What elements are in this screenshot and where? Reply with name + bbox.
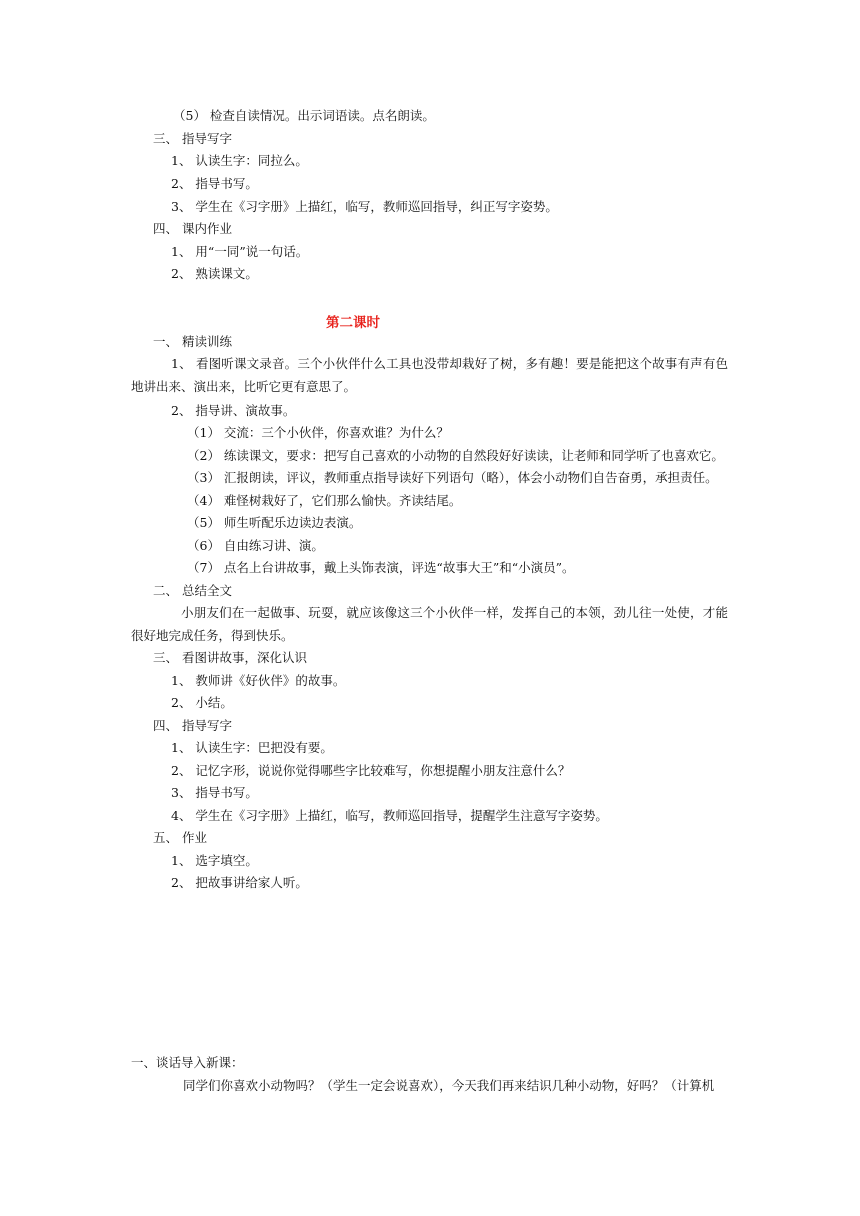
section-heading: 四、 课内作业 [153, 221, 232, 236]
list-item: 1、 选字填空。 [171, 853, 258, 868]
list-item: 2、 指导书写。 [171, 176, 258, 191]
list-item: 2、 指导讲、演故事。 [171, 403, 296, 418]
list-item: 3、 指导书写。 [171, 785, 258, 800]
sub-list-item: （5） 师生听配乐边读边表演。 [187, 515, 362, 530]
section-heading: 五、 作业 [153, 830, 207, 845]
paragraph: 小朋友们在一起做事、玩耍，就应该像这三个小伙伴一样，发挥自己的本领，劲儿往一处使，才能很好地完成任务，得到快乐。 [131, 605, 728, 643]
list-item: 4、 学生在《习字册》上描红，临写，教师巡回指导，提醒学生注意写字姿势。 [171, 808, 608, 823]
section-heading: 三、 指导写字 [153, 131, 232, 146]
section-heading: 一、谈话导入新课： [131, 1055, 244, 1070]
list-item: 1、 用“一同”说一句话。 [171, 244, 309, 259]
list-item: 2、 记忆字形，说说你觉得哪些字比较难写，你想提醒小朋友注意什么？ [171, 763, 571, 778]
list-item: 2、 把故事讲给家人听。 [171, 875, 308, 890]
sub-list-item: （4） 难怪树栽好了，它们那么愉快。齐读结尾。 [187, 493, 462, 508]
sub-list-item: （3） 汇报朗读，评议，教师重点指导读好下列语句（略），体会小动物们自告奋勇，承担责任。 [187, 470, 718, 485]
list-item: 2、 小结。 [171, 695, 233, 710]
sub-list-item: （7） 点名上台讲故事，戴上头饰表演，评选“故事大王”和“小演员”。 [187, 560, 575, 575]
section-heading: 二、 总结全文 [153, 583, 232, 598]
section-heading: 三、 看图讲故事，深化认识 [153, 650, 307, 665]
list-item: 3、 学生在《习字册》上描红，临写，教师巡回指导，纠正写字姿势。 [171, 199, 558, 214]
list-item: 1、 认读生字：巴把没有要。 [171, 740, 333, 755]
section-heading: 一、 精读训练 [153, 334, 232, 349]
sub-list-item: （1） 交流：三个小伙伴，你喜欢谁？为什么？ [187, 425, 449, 440]
list-item: 2、 熟读课文。 [171, 266, 258, 281]
lesson-title: 第二课时 [326, 315, 380, 331]
list-item: 1、 教师讲《好伙伴》的故事。 [171, 673, 346, 688]
section-heading: 四、 指导写字 [153, 718, 232, 733]
check-reading-step: （5） 检查自读情况。出示词语读。点名朗读。 [173, 108, 435, 123]
list-item: 1、 认读生字：同拉么。 [171, 153, 308, 168]
sub-list-item: （2） 练读课文，要求：把写自己喜欢的小动物的自然段好好读读，让老师和同学听了也喜欢它。 [187, 448, 724, 463]
paragraph: 同学们你喜欢小动物吗？（学生一定会说喜欢），今天我们再来结识几种小动物，好吗？（计算机 [183, 1078, 715, 1093]
paragraph: 1、 看图听课文录音。三个小伙伴什么工具也没带却栽好了树，多有趣！要是能把这个故事有声有色地讲出来、演出来，比听它更有意思了。 [131, 356, 728, 394]
sub-list-item: （6） 自由练习讲、演。 [187, 538, 324, 553]
